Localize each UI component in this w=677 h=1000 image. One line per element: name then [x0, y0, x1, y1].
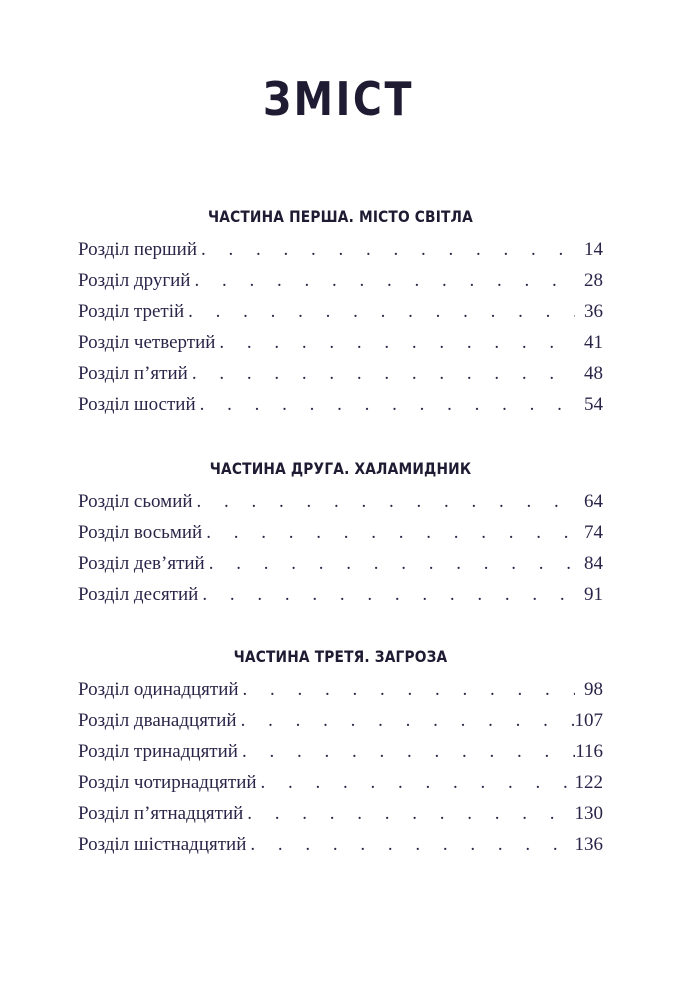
leader-dots — [205, 548, 575, 579]
page-number: 74 — [584, 522, 603, 543]
leader-dots — [257, 767, 575, 798]
chapter-label: Розділ третій — [78, 301, 185, 322]
toc-entry[interactable] — [78, 486, 603, 517]
part-heading: ЧАСТИНА ПЕРША. МІСТО СВІТЛА — [207, 207, 473, 226]
page-title: ЗМІСТ — [262, 72, 415, 126]
chapter-label: Розділ шістнадцятий — [78, 834, 247, 855]
toc-entry[interactable] — [78, 389, 603, 420]
page-number: 136 — [574, 834, 603, 855]
toc-part-3 — [78, 646, 603, 860]
page-number: 116 — [575, 741, 603, 762]
page-number: 64 — [584, 491, 603, 512]
toc-part-2 — [78, 458, 603, 610]
chapter-label: Розділ четвертий — [78, 332, 216, 353]
part-heading: ЧАСТИНА ДРУГА. ХАЛАМИДНИК — [209, 459, 472, 478]
chapter-label: Розділ перший — [78, 239, 198, 260]
chapter-label: Розділ п’ятий — [78, 363, 188, 384]
chapter-label: Розділ десятий — [78, 584, 199, 605]
page-number: 130 — [574, 803, 603, 824]
page-number: 91 — [584, 584, 603, 605]
chapter-label: Розділ дванадцятий — [78, 710, 237, 731]
chapter-label: Розділ восьмий — [78, 522, 203, 543]
toc-part-1 — [78, 206, 603, 420]
leader-dots — [215, 327, 575, 358]
leader-dots — [202, 517, 575, 548]
chapter-label: Розділ п’ятнадцятий — [78, 803, 244, 824]
page-number: 54 — [584, 394, 603, 415]
page-number: 107 — [574, 710, 603, 731]
toc-entry[interactable] — [78, 705, 603, 736]
toc-entry[interactable] — [78, 517, 603, 548]
toc-entry[interactable] — [78, 327, 603, 358]
chapter-label: Розділ одинадцятий — [78, 679, 239, 700]
leader-dots — [188, 358, 575, 389]
leader-dots — [190, 265, 575, 296]
toc-entry[interactable] — [78, 265, 603, 296]
leader-dots — [197, 234, 575, 265]
chapter-label: Розділ чотирнадцятий — [78, 772, 257, 793]
toc-entry[interactable] — [78, 674, 603, 705]
leader-dots — [184, 296, 575, 327]
part-heading: ЧАСТИНА ТРЕТЯ. ЗАГРОЗА — [233, 647, 448, 666]
page-number: 98 — [584, 679, 603, 700]
toc-entry[interactable] — [78, 358, 603, 389]
leader-dots — [237, 705, 575, 736]
leader-dots — [193, 486, 575, 517]
toc-entry[interactable] — [78, 296, 603, 327]
chapter-label: Розділ другий — [78, 270, 191, 291]
page-number: 48 — [584, 363, 603, 384]
toc-entry[interactable] — [78, 736, 603, 767]
leader-dots — [239, 674, 575, 705]
leader-dots — [243, 798, 574, 829]
toc-entry[interactable] — [78, 548, 603, 579]
leader-dots — [198, 579, 575, 610]
chapter-label: Розділ тринадцятий — [78, 741, 238, 762]
chapter-label: Розділ шостий — [78, 394, 196, 415]
leader-dots — [238, 736, 575, 767]
chapter-label: Розділ сьомий — [78, 491, 193, 512]
page-number: 28 — [584, 270, 603, 291]
toc-entry[interactable] — [78, 579, 603, 610]
page-number: 41 — [584, 332, 603, 353]
toc-entry[interactable] — [78, 798, 603, 829]
toc-entry[interactable] — [78, 767, 603, 798]
leader-dots — [246, 829, 574, 860]
page-number: 36 — [584, 301, 603, 322]
page-number: 84 — [584, 553, 603, 574]
page-number: 14 — [584, 239, 603, 260]
toc-entry[interactable] — [78, 234, 603, 265]
page-number: 122 — [574, 772, 603, 793]
leader-dots — [196, 389, 575, 420]
chapter-label: Розділ дев’ятий — [78, 553, 205, 574]
toc-entry[interactable] — [78, 829, 603, 860]
